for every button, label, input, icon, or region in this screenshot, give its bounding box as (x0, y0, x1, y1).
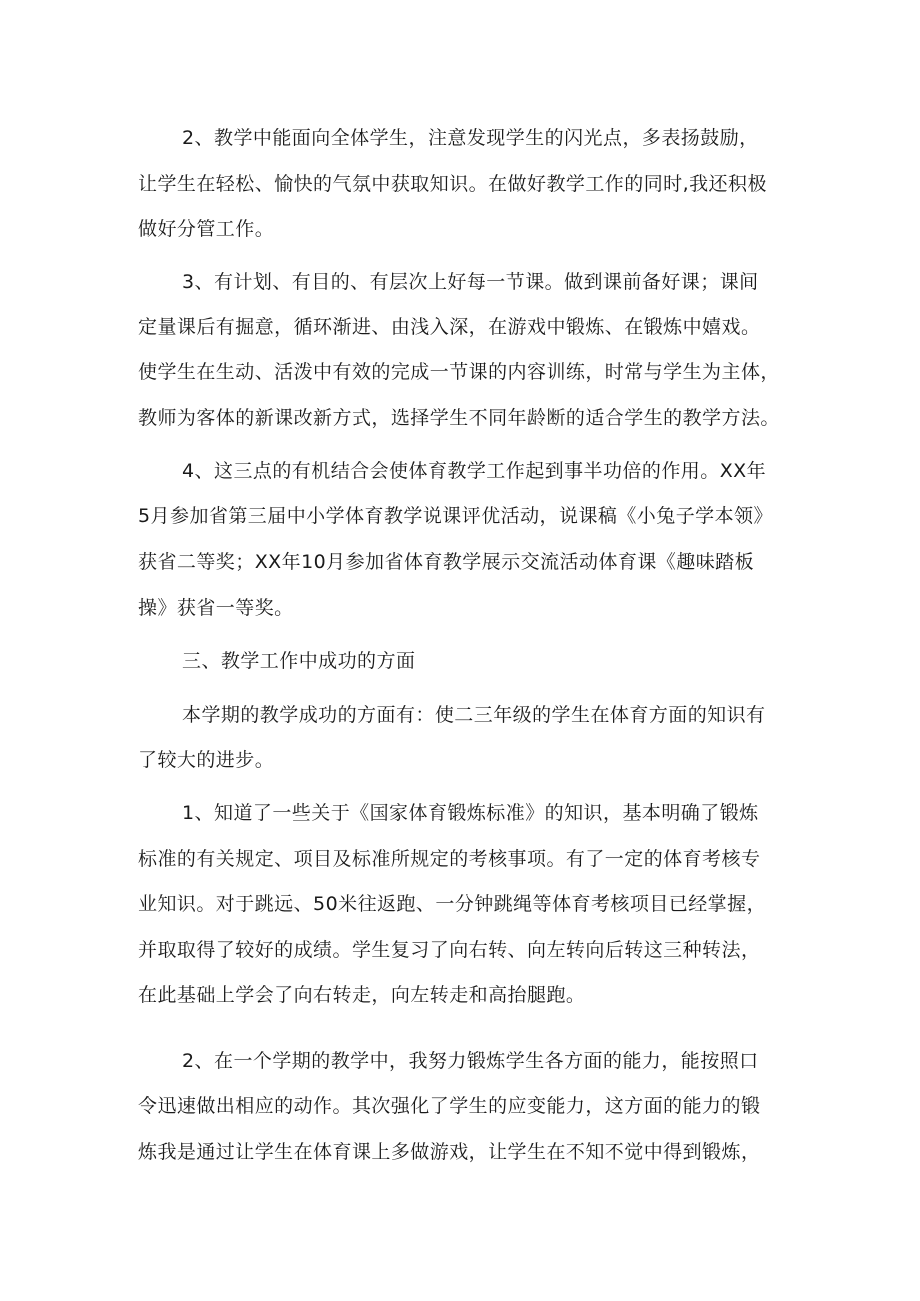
section-heading: 三、教学工作中成功的方面 (182, 650, 416, 672)
text-line: 了较大的进步。 (138, 749, 275, 771)
text-line: 1、知道了一些关于《国家体育锻炼标准》的知识，基本明确了锻炼 (182, 802, 759, 824)
text-line: 定量课后有掘意，循环渐进、由浅入深，在游戏中锻炼、在锻炼中嬉戏。 (138, 316, 761, 338)
text-line: 使学生在生动、活泼中有效的完成一节课的内容训练，时常与学生为主体， (138, 361, 780, 383)
text-line: 5月参加省第三届中小学体育教学说课评优活动，说课稿《小兔子学本领》 (138, 505, 773, 527)
text-line: 并取取得了较好的成绩。学生复习了向右转、向左转向后转这三种转法， (138, 939, 761, 961)
text-line: 教师为客体的新课改新方式，选择学生不同年龄断的适合学生的教学方法。 (138, 407, 780, 429)
text-line: 获省二等奖；XX年10月参加省体育教学展示交流活动体育课《趣味踏板 (138, 551, 755, 573)
text-line: 操》获省一等奖。 (138, 597, 294, 619)
text-line: 炼我是通过让学生在体育课上多做游戏，让学生在不知不觉中得到锻炼， (138, 1141, 761, 1163)
text-line: 4、这三点的有机结合会使体育教学工作起到事半功倍的作用。XX年 (182, 460, 767, 482)
text-line: 本学期的教学成功的方面有：使二三年级的学生在体育方面的知识有 (182, 704, 766, 726)
text-line: 业知识。对于跳远、50米往返跑、一分钟跳绳等体育考核项目已经掌握， (138, 893, 767, 915)
text-line: 2、教学中能面向全体学生，注意发现学生的闪光点，多表扬鼓励， (182, 127, 759, 149)
text-line: 让学生在轻松、愉快的气氛中获取知识。在做好教学工作的同时,我还积极 (138, 173, 767, 195)
text-line: 做好分管工作。 (138, 218, 275, 240)
text-line: 令迅速做出相应的动作。其次强化了学生的应变能力，这方面的能力的锻 (138, 1095, 761, 1117)
text-line: 标准的有关规定、项目及标准所规定的考核事项。有了一定的体育考核专 (138, 848, 761, 870)
text-line: 在此基础上学会了向右转走，向左转走和高抬腿跑。 (138, 984, 586, 1006)
text-line: 2、在一个学期的教学中，我努力锻炼学生各方面的能力，能按照口 (182, 1050, 759, 1072)
text-line: 3、有计划、有目的、有层次上好每一节课。做到课前备好课；课间 (182, 271, 759, 293)
